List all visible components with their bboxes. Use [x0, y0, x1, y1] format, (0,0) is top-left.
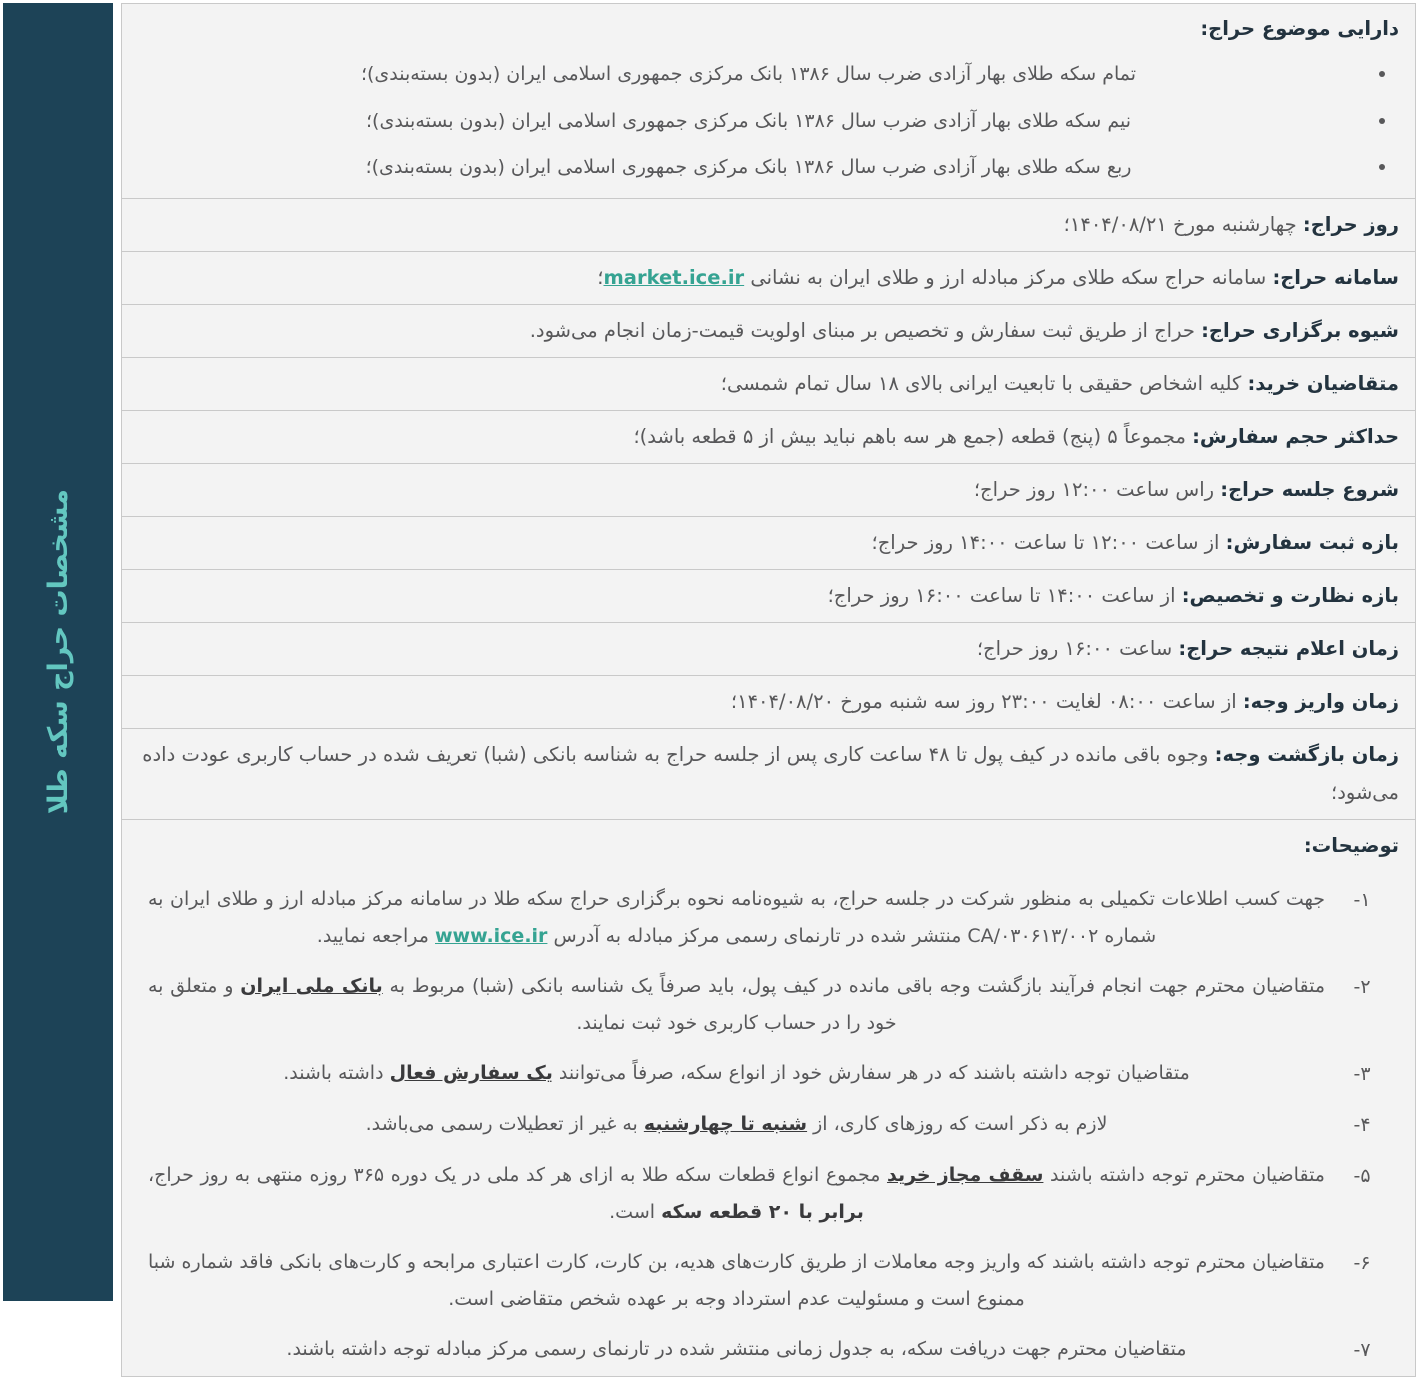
list-item: [138, 881, 1399, 955]
list-item: [138, 98, 1365, 145]
asset-item-label: نیم سکه طلای بهار آزادی ضرب سال ۱۳۸۶ بانک مرکزی جمهوری اسلامی ایران (بدون بسته‌بندی)؛: [366, 109, 1131, 132]
table-row-deposit-time: [122, 675, 1416, 728]
right-sidebar: [0, 0, 117, 1304]
note-text: متقاضیان محترم توجه داشته باشند که واریز وجه معاملات از طریق کارت‌های هدیه، بن کارت، کارت اعتباری مرابحه و کارت‌های بانکی فاقد شماره شبا ممنوع است و مسئولیت عدم استرداد وجه بر عهده شخص متقاضی است.: [148, 1251, 1325, 1311]
table-row-order-window: [122, 516, 1416, 569]
note-part-1: جهت کسب اطلاعات تکمیلی به منظور شرکت در جلسه حراج، به شیوه‌نامه نحوه برگزاری حراج سکه طلا در سامانه مرکز مبادله ارز و طلای ایران به شماره: [148, 887, 1325, 947]
table-row-refund-time: [122, 728, 1416, 819]
table-row-result-time: [122, 622, 1416, 675]
notes-list: [138, 881, 1399, 1370]
assets-cell: [122, 4, 1416, 199]
row-value: از ساعت ۰۸:۰۰ لغایت ۲۳:۰۰ روز سه شنبه مورخ ۱۴۰۴/۰۸/۲۰؛: [730, 689, 1243, 713]
list-item: [138, 1157, 1399, 1231]
list-item: [138, 144, 1365, 191]
row-value-before: سامانه حراج سکه طلای مرکز مبادله ارز و طلای ایران به نشانی: [744, 265, 1273, 289]
sidebar-vertical-title: مشخصات حراج سکه طلا: [42, 489, 74, 815]
note-part-2: و متعلق به خود را در حساب کاربری خود ثبت نمایند.: [148, 975, 897, 1035]
row-label: حداکثر حجم سفارش:: [1192, 424, 1399, 448]
holding-method-cell: [122, 304, 1416, 357]
row-label: زمان بازگشت وجه:: [1214, 742, 1399, 766]
market-ice-ir-link[interactable]: market.ice.ir: [603, 265, 745, 289]
refund-time-cell: [122, 728, 1416, 819]
asset-item-label: ربع سکه طلای بهار آزادی ضرب سال ۱۳۸۶ بانک مرکزی جمهوری اسلامی ایران (بدون بسته‌بندی)؛: [365, 156, 1132, 179]
row-label: زمان واریز وجه:: [1242, 689, 1399, 713]
asset-item-label: تمام سکه طلای بهار آزادی ضرب سال ۱۳۸۶ بانک مرکزی جمهوری اسلامی ایران (بدون بسته‌بندی)؛: [360, 63, 1137, 86]
row-label: زمان اعلام نتیجه حراج:: [1178, 636, 1399, 660]
note-text: [138, 1055, 1325, 1092]
note-number: ۴-: [1353, 1114, 1371, 1137]
notes-title: توضیحات:: [1303, 833, 1399, 857]
note-emphasis: شنبه تا چهارشنبه: [643, 1113, 808, 1136]
note-part-1: لازم به ذکر است که روزهای کاری، از: [807, 1113, 1108, 1136]
max-order-cell: [122, 410, 1416, 463]
www-ice-ir-link[interactable]: www.ice.ir: [435, 924, 548, 947]
table-row-max-order: [122, 410, 1416, 463]
note-part-2: منتشر شده در تارنمای رسمی مرکز مبادله به آدرس: [547, 924, 968, 947]
bullet-icon: [1379, 118, 1385, 124]
table-row-assets: [122, 4, 1416, 199]
notes-cell: [122, 819, 1416, 1377]
supervision-window-cell: [122, 569, 1416, 622]
assets-title: دارایی موضوع حراج:: [1200, 17, 1399, 40]
row-label: شیوه برگزاری حراج:: [1201, 318, 1399, 342]
note-emphasis: بانک ملی ایران: [240, 975, 383, 997]
note-part-2: مجموع انواع قطعات سکه طلا به ازای هر کد ملی در یک دوره ۳۶۵ روزه منتهی به روز حراج،: [148, 1164, 887, 1187]
list-item: [138, 1106, 1399, 1144]
row-value: وجوه باقی مانده در کیف پول تا ۴۸ ساعت کاری پس از جلسه حراج به شناسه بانکی (شبا) تعریف شده در حساب کاربری عودت داده می‌شود؛: [142, 742, 1399, 804]
bullet-icon: [1379, 164, 1385, 170]
note-part-3: مراجعه نمایید.: [316, 924, 435, 947]
row-label: بازه نظارت و تخصیص:: [1181, 583, 1399, 607]
buyers-cell: [122, 357, 1416, 410]
note-number: ۵-: [1353, 1165, 1371, 1188]
note-text: [138, 1157, 1325, 1231]
note-part-1: متقاضیان محترم جهت انجام فرآیند بازگشت وجه باقی مانده در کیف پول، باید صرفاً یک شناسه بانکی (شبا) مربوط به: [382, 975, 1325, 997]
auction-day-cell: [122, 198, 1416, 251]
table-row-holding-method: [122, 304, 1416, 357]
auction-system-cell: [122, 251, 1416, 304]
note-part-2: به غیر از تعطیلات رسمی می‌باشد.: [365, 1113, 644, 1136]
list-item: [138, 51, 1365, 98]
assets-list: [138, 51, 1399, 191]
note-part-1: متقاضیان محترم توجه داشته باشند: [1043, 1164, 1325, 1187]
spec-table-container: [117, 0, 1419, 1362]
sidebar-panel: [3, 3, 113, 1301]
row-value: راس ساعت ۱۲:۰۰ روز حراج؛: [973, 477, 1221, 501]
list-item: [138, 1055, 1399, 1093]
row-value: ساعت ۱۶:۰۰ روز حراج؛: [976, 636, 1179, 660]
note-text: متقاضیان محترم جهت دریافت سکه، به جدول زمانی منتشر شده در تارنمای رسمی مرکز مبادله توجه داشته باشند.: [286, 1338, 1187, 1361]
session-start-cell: [122, 463, 1416, 516]
row-value: چهارشنبه مورخ ۱۴۰۴/۰۸/۲۱؛: [1063, 212, 1303, 236]
row-value: مجموعاً ۵ (پنج) قطعه (جمع هر سه باهم نباید بیش از ۵ قطعه باشد)؛: [633, 424, 1193, 448]
deposit-time-cell: [122, 675, 1416, 728]
row-label: روز حراج:: [1302, 212, 1399, 236]
note-part-2: داشته باشند.: [283, 1062, 390, 1085]
note-number: ۲-: [1353, 976, 1371, 998]
row-value-after: ؛: [597, 265, 604, 289]
table-row-auction-system: [122, 251, 1416, 304]
table-row-buyers: [122, 357, 1416, 410]
row-value: کلیه اشخاص حقیقی با تابعیت ایرانی بالای ۱۸ سال تمام شمسی؛: [720, 371, 1248, 395]
note-number: ۳-: [1353, 1063, 1371, 1086]
note-text: [138, 1106, 1325, 1143]
note-text: [138, 881, 1325, 955]
list-item: [138, 1244, 1399, 1318]
result-time-cell: [122, 622, 1416, 675]
table-row-auction-day: [122, 198, 1416, 251]
note-number: ۶-: [1353, 1252, 1371, 1275]
note-emphasis-2: برابر با ۲۰ قطعه سکه: [661, 1201, 864, 1224]
note-text: [138, 968, 1325, 1042]
note-number: ۷-: [1353, 1339, 1371, 1362]
note-reference-number: CA/۰۳۰۶۱۳/۰۰۲: [967, 924, 1099, 947]
bullet-icon: [1379, 71, 1385, 77]
order-window-cell: [122, 516, 1416, 569]
row-value: از ساعت ۱۲:۰۰ تا ساعت ۱۴:۰۰ روز حراج؛: [871, 530, 1226, 554]
table-row-session-start: [122, 463, 1416, 516]
row-value: از ساعت ۱۴:۰۰ تا ساعت ۱۶:۰۰ روز حراج؛: [827, 583, 1182, 607]
note-number: ۱-: [1353, 888, 1371, 911]
note-part-1: متقاضیان توجه داشته باشند که در هر سفارش خود از انواع سکه، صرفاً می‌توانند: [552, 1062, 1190, 1085]
note-emphasis: سقف مجاز خرید: [886, 1164, 1044, 1187]
row-value: حراج از طریق ثبت سفارش و تخصیص بر مبنای اولویت قیمت-زمان انجام می‌شود.: [529, 318, 1202, 342]
table-row-notes: [122, 819, 1416, 1377]
note-emphasis: یک سفارش فعال: [389, 1062, 553, 1085]
row-label: متقاضیان خرید:: [1247, 371, 1399, 395]
row-label: سامانه حراج:: [1272, 265, 1399, 289]
row-label: بازه ثبت سفارش:: [1225, 530, 1399, 554]
list-item: [138, 1331, 1399, 1369]
note-part-3: است.: [609, 1201, 662, 1224]
list-item: [138, 968, 1399, 1042]
row-label: شروع جلسه حراج:: [1220, 477, 1399, 501]
table-row-supervision-window: [122, 569, 1416, 622]
auction-specification-table: [121, 3, 1416, 1377]
